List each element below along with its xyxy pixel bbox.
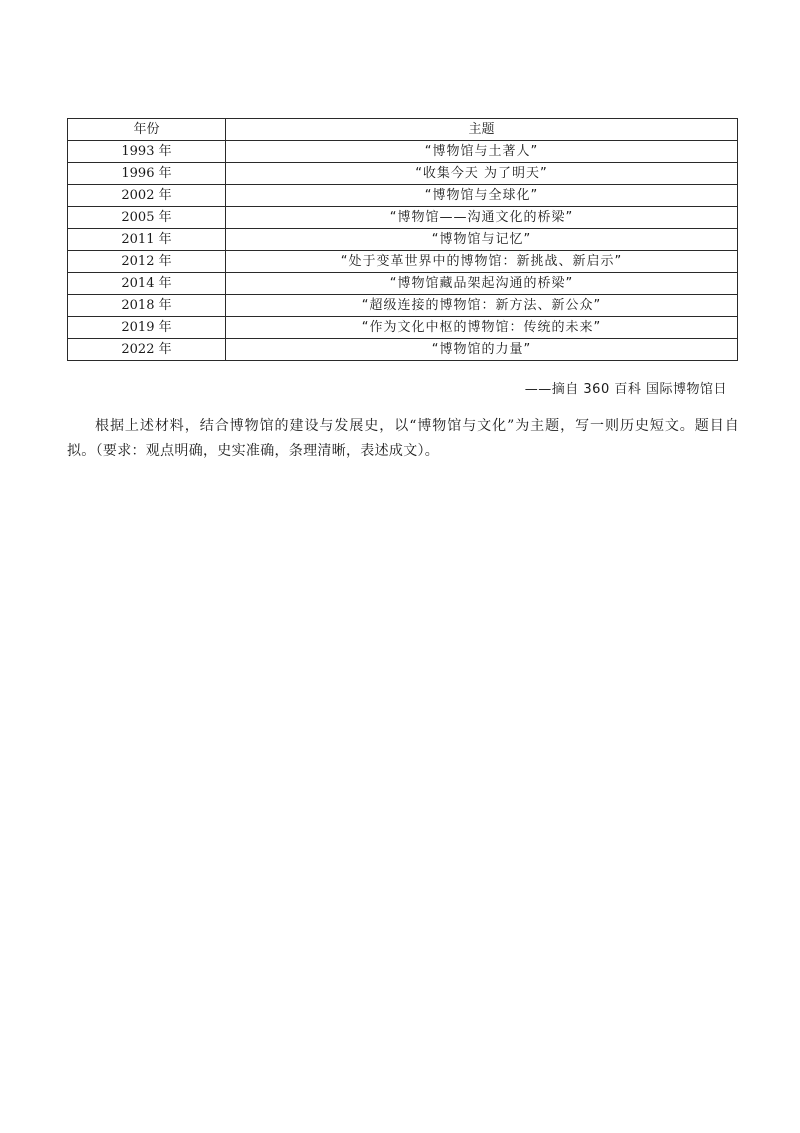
- year-cell: 2011 年: [68, 229, 226, 251]
- table-row: [68, 295, 738, 317]
- theme-cell: “收集今天 为了明天”: [226, 163, 738, 185]
- theme-cell: “博物馆——沟通文化的桥梁”: [226, 207, 738, 229]
- theme-cell: “博物馆藏品架起沟通的桥梁”: [226, 273, 738, 295]
- table-row: [68, 141, 738, 163]
- theme-cell: “超级连接的博物馆：新方法、新公众”: [226, 295, 738, 317]
- theme-column-header: 主题: [226, 119, 738, 141]
- year-cell: 2022 年: [68, 339, 226, 361]
- table-row: [68, 251, 738, 273]
- theme-cell: “处于变革世界中的博物馆：新挑战、新启示”: [226, 251, 738, 273]
- question-text: 根据上述材料，结合博物馆的建设与发展史，以“博物馆与文化”为主题，写一则历史短文。题目自拟。（要求：观点明确，史实准确，条理清晰，表述成文）。: [67, 418, 739, 459]
- year-column-header: 年份: [68, 119, 226, 141]
- museum-day-theme-table: [67, 118, 738, 361]
- theme-cell: “作为文化中枢的博物馆：传统的未来”: [226, 317, 738, 339]
- year-cell: 2019 年: [68, 317, 226, 339]
- table-row: [68, 207, 738, 229]
- table-row: [68, 317, 738, 339]
- table-body: [68, 141, 738, 361]
- year-cell: 2018 年: [68, 295, 226, 317]
- table-row: [68, 339, 738, 361]
- year-cell: 2014 年: [68, 273, 226, 295]
- year-cell: 1996 年: [68, 163, 226, 185]
- theme-cell: “博物馆与记忆”: [226, 229, 738, 251]
- theme-cell: “博物馆与全球化”: [226, 185, 738, 207]
- year-cell: 1993 年: [68, 141, 226, 163]
- table-row: [68, 185, 738, 207]
- year-cell: 2005 年: [68, 207, 226, 229]
- table-header-row: [68, 119, 738, 141]
- table-row: [68, 273, 738, 295]
- theme-cell: “博物馆与土著人”: [226, 141, 738, 163]
- table-row: [68, 163, 738, 185]
- theme-cell: “博物馆的力量”: [226, 339, 738, 361]
- year-cell: 2012 年: [68, 251, 226, 273]
- year-cell: 2002 年: [68, 185, 226, 207]
- table-row: [68, 229, 738, 251]
- source-citation: ——摘自 360 百科 国际博物馆日: [524, 382, 727, 397]
